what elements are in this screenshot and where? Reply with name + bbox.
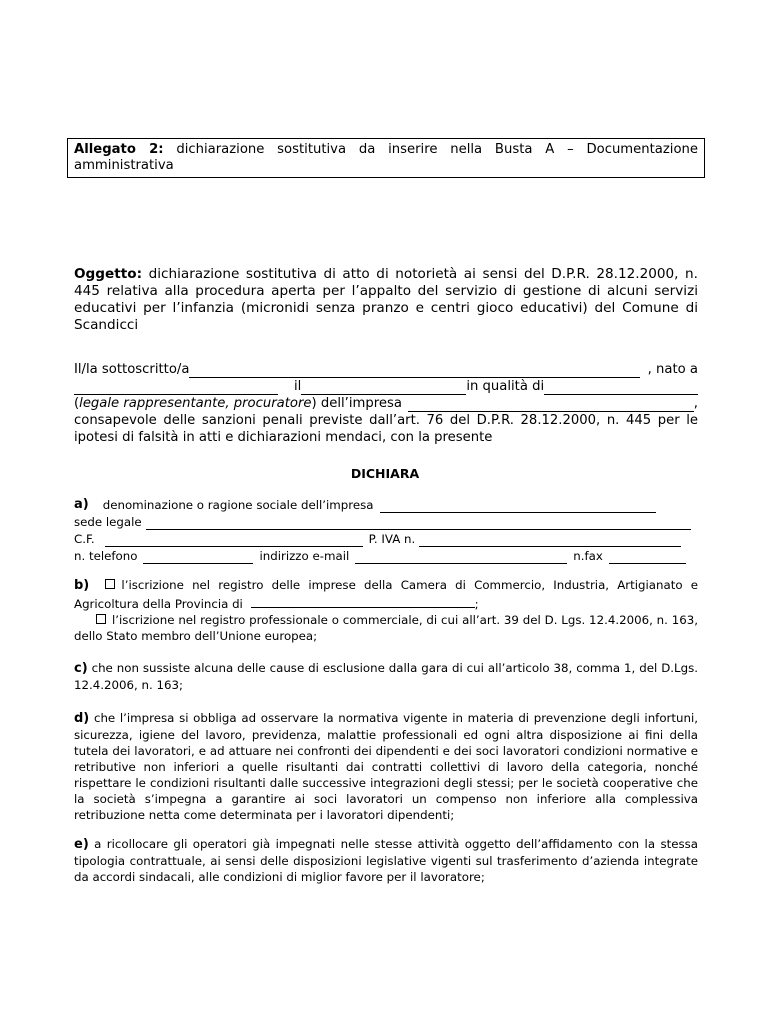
sede-field[interactable] bbox=[146, 516, 691, 530]
section-a-row-3 bbox=[74, 530, 698, 547]
section-a bbox=[74, 496, 698, 564]
section-a-row-1 bbox=[74, 496, 698, 513]
piva-field[interactable] bbox=[419, 533, 681, 547]
ruolo-open: ( bbox=[74, 396, 80, 411]
section-e-text: a ricollocare gli operatori già impegnati nelle stesse attività oggetto dell’affidamento con la stessa tipologia contrattuale, ai sensi delle disposizioni legislative vigenti sul trasferimento d’azienda integrate da accordi sindacali, alle condizioni di miglior favore per il lavoratore; bbox=[74, 837, 699, 884]
email-label: indirizzo e-mail bbox=[259, 549, 350, 563]
section-a-row-4 bbox=[74, 547, 698, 564]
section-b-letter: b) bbox=[74, 578, 90, 593]
ruolo-text: legale rappresentante, procuratore bbox=[79, 396, 312, 411]
impresa-comma: , bbox=[693, 396, 698, 411]
luogo-nascita-field[interactable] bbox=[74, 381, 278, 395]
oggetto-paragraph bbox=[74, 266, 698, 334]
piva-label: P. IVA n. bbox=[368, 532, 416, 546]
telefono-field[interactable] bbox=[143, 550, 253, 564]
section-b-item-2 bbox=[74, 612, 698, 644]
section-b-item1-end: ; bbox=[474, 597, 479, 611]
section-d-letter: d) bbox=[74, 711, 90, 726]
sottoscritto-field[interactable] bbox=[189, 364, 639, 378]
checkbox-icon[interactable] bbox=[105, 579, 115, 589]
section-b-item1-text: l’iscrizione nel registro delle imprese della Camera di Commercio, Industria, Artigianato e Agricoltura della Provincia di bbox=[74, 578, 699, 611]
nato-a-label: , nato a bbox=[647, 362, 698, 377]
declarant-block bbox=[74, 361, 698, 446]
sottoscritto-label: Il/la sottoscritto/a bbox=[74, 362, 190, 377]
il-label: il bbox=[294, 379, 302, 394]
dichiara-heading: DICHIARA bbox=[350, 466, 420, 481]
section-c-text: che non sussiste alcuna delle cause di esclusione dalla gara di cui all’articolo 38, comma 1, del D.Lgs. 12.4.2006, n. 163; bbox=[74, 661, 698, 692]
email-field[interactable] bbox=[355, 550, 567, 564]
data-nascita-field[interactable] bbox=[301, 381, 466, 395]
section-d-text: che l’impresa si obbliga ad osservare la normativa vigente in materia di prevenzione degli infortuni, sicurezza, igiene del lavoro, previdenza, malattie professionali ed ogni altra disposizione ai fini della tutela dei lavoratori, e ad attuare nei confronti dei dipendenti e dei soci lavoratori condizioni normative e retributive non inferiori a quelle risultanti dai contratti collettivi di lavoro della categoria, nonché rispettare le condizioni risultanti dalle successive integrazioni degli stessi; per le società cooperative che la società s’impegna a garantire ai soci lavoratori un compenso non inferiore alla complessiva retribuzione netta come determinata per i lavoratori dipendenti; bbox=[74, 711, 699, 822]
sede-label: sede legale bbox=[74, 515, 142, 529]
section-e-letter: e) bbox=[74, 837, 89, 852]
section-d bbox=[74, 710, 698, 823]
allegato-header-box bbox=[67, 138, 705, 178]
section-e bbox=[74, 836, 698, 885]
fax-label: n.fax bbox=[573, 549, 603, 563]
impresa-label: ) dell’impresa bbox=[311, 396, 402, 411]
qualita-field[interactable] bbox=[544, 381, 698, 395]
oggetto-label: Oggetto: bbox=[74, 266, 143, 282]
declarant-row-2 bbox=[74, 378, 698, 395]
declarant-row-3 bbox=[74, 395, 698, 412]
section-b-item-1 bbox=[74, 577, 698, 612]
cf-label: C.F. bbox=[74, 532, 95, 546]
section-b-item2-text: l’iscrizione nel registro professionale o commerciale, di cui all’art. 39 del D. Lgs. 12.4.2006, n. 163, dello Stato membro dell’Unione europea; bbox=[74, 613, 698, 643]
consapevole-text: consapevole delle sanzioni penali previste dall’art. 76 del D.P.R. 28.12.2000, n. 445 per le ipotesi di falsità in atti e dichiarazioni mendaci, con la presente bbox=[74, 413, 698, 445]
section-c-letter: c) bbox=[74, 661, 88, 676]
declarant-row-1 bbox=[74, 361, 698, 378]
provincia-field[interactable] bbox=[251, 594, 475, 608]
fax-field[interactable] bbox=[609, 550, 686, 564]
telefono-label: n. telefono bbox=[74, 549, 138, 563]
oggetto-text: dichiarazione sostitutiva di atto di notorietà ai sensi del D.P.R. 28.12.2000, n. 445 relativa alla procedura aperta per l’appalto del servizio di gestione di alcuni servizi educativi per l’infanzia (micronidi senza pranzo e centri gioco educativi) del Comune di Scandicci bbox=[74, 266, 698, 333]
cf-field[interactable] bbox=[105, 533, 363, 547]
in-qualita-label: in qualità di bbox=[466, 379, 545, 394]
impresa-field[interactable] bbox=[408, 398, 694, 412]
denominazione-label: denominazione o ragione sociale dell’impresa bbox=[102, 498, 374, 512]
section-a-row-2 bbox=[74, 513, 698, 530]
section-a-letter: a) bbox=[74, 497, 89, 512]
allegato-label: Allegato 2: bbox=[74, 142, 164, 157]
section-c bbox=[74, 660, 698, 693]
denominazione-field[interactable] bbox=[380, 499, 656, 513]
section-b bbox=[74, 577, 698, 644]
allegato-text: dichiarazione sostitutiva da inserire nella Busta A – Documentazione amministrativa bbox=[74, 142, 698, 173]
checkbox-icon[interactable] bbox=[96, 614, 106, 624]
